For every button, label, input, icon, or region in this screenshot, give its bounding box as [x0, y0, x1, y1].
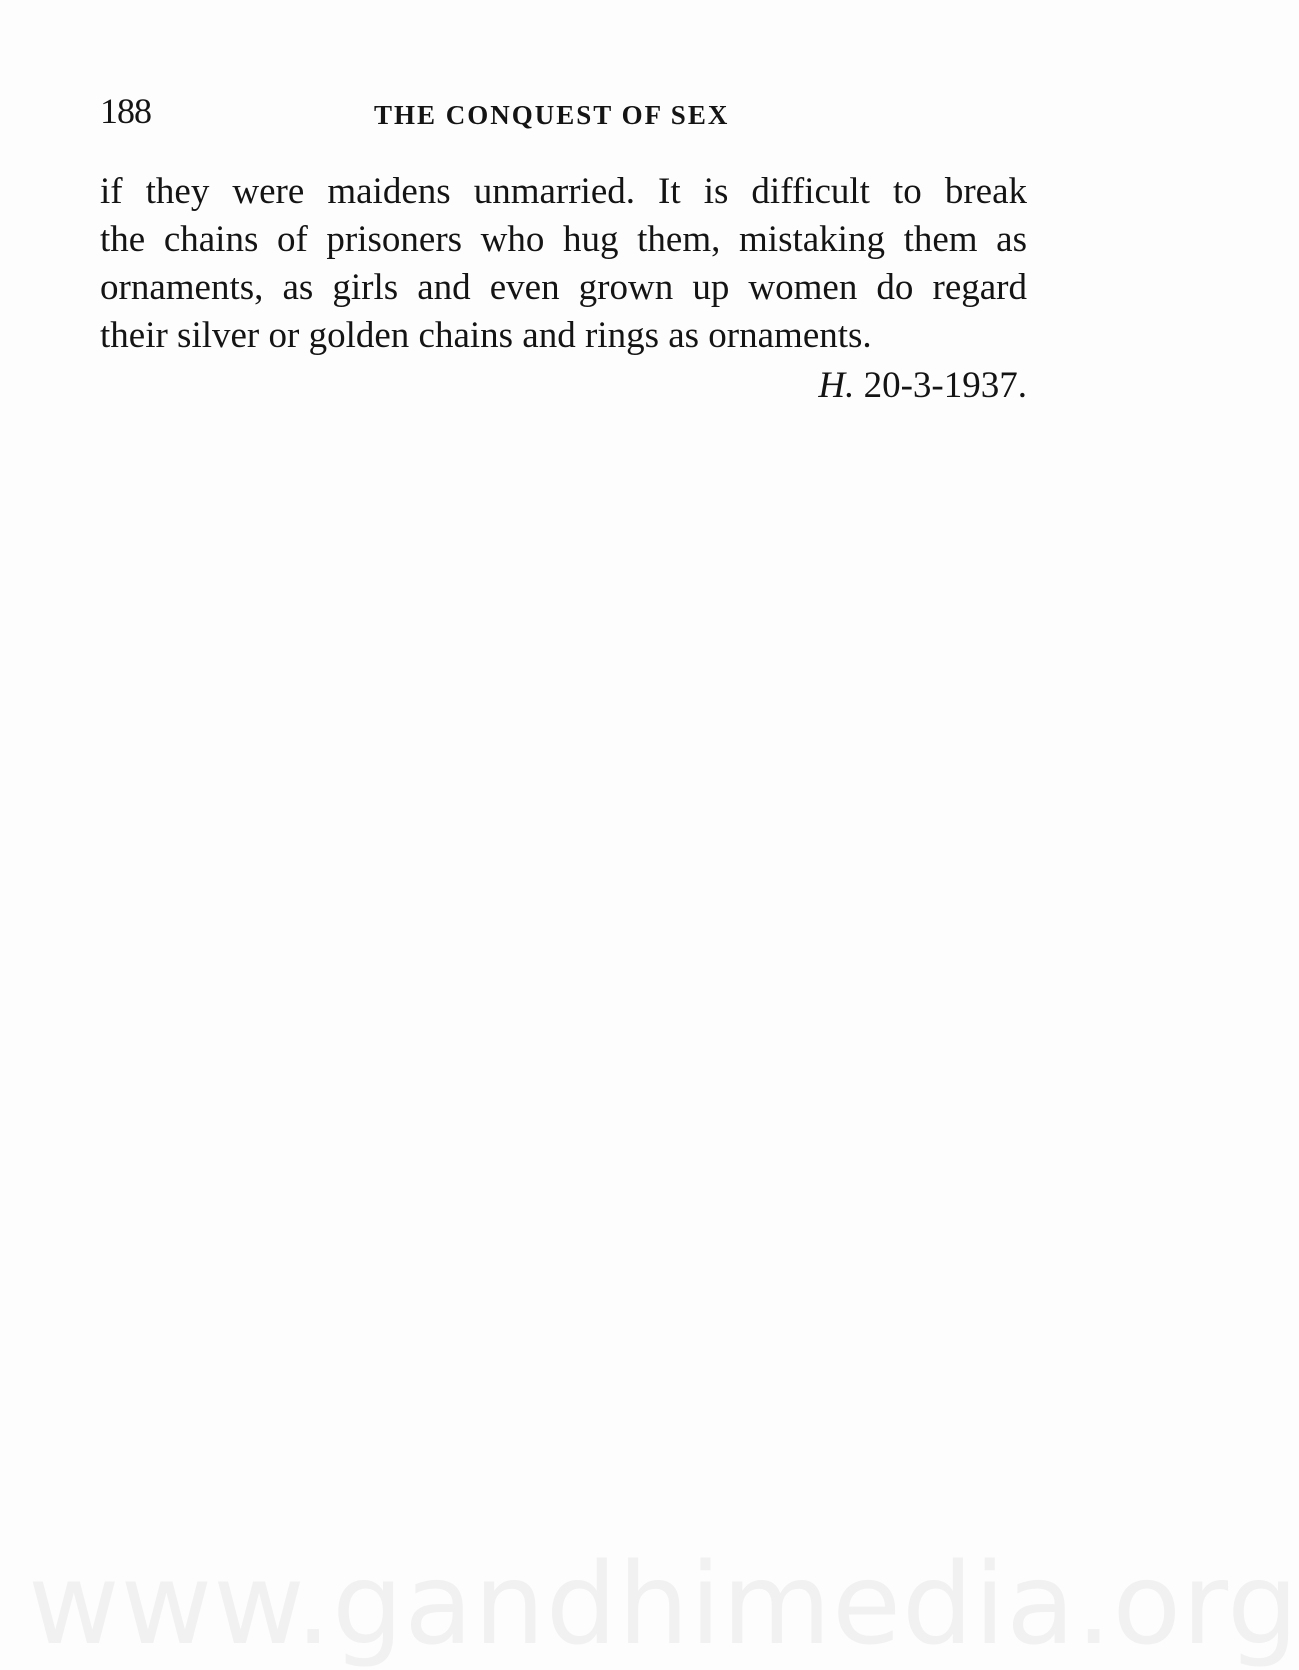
citation-date: 20-3-1937.: [863, 365, 1027, 406]
text-line: the chains of prisoners who hug them, mistaking them as: [100, 219, 1027, 260]
text-line: their silver or golden chains and rings as ornaments.: [100, 315, 872, 356]
source-abbreviation: H.: [818, 365, 855, 406]
running-head: THE CONQUEST OF SEX: [374, 100, 730, 130]
text-line: ornaments, as girls and even grown up women do regard: [100, 267, 1027, 308]
page-header: [100, 90, 1027, 140]
text-line: if they were maidens unmarried. It is difficult to break: [100, 171, 1027, 212]
page-number: 188: [100, 91, 151, 131]
watermark: www.gandhimedia.org: [28, 1540, 1299, 1670]
source-citation: [818, 362, 1027, 410]
body-paragraph: [100, 168, 1027, 360]
